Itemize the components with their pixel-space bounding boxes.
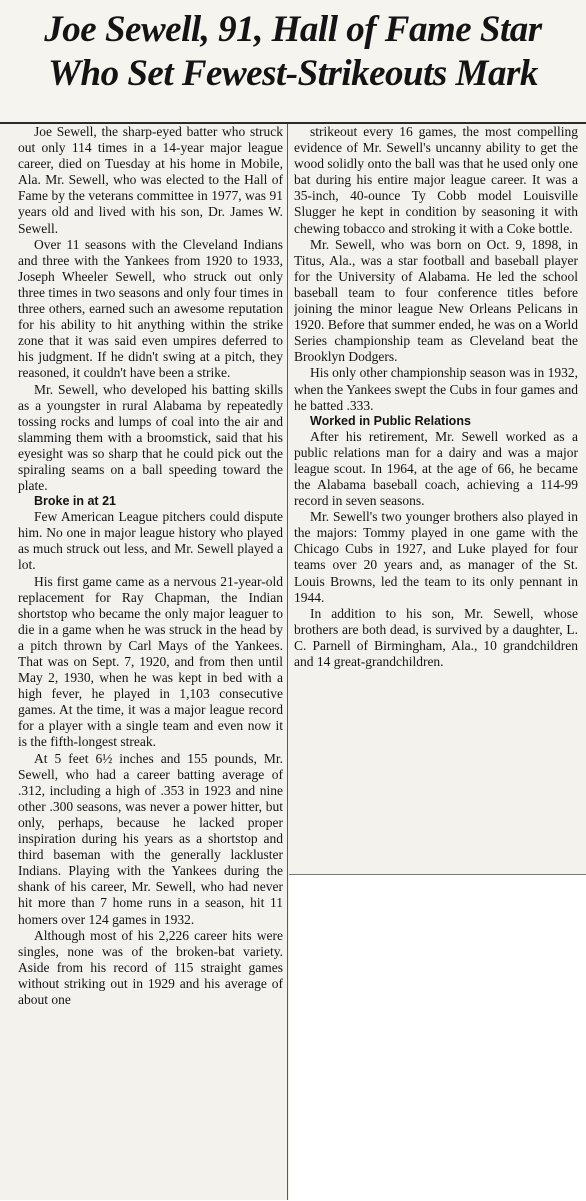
subheading-public-relations: Worked in Public Relations	[310, 413, 471, 428]
paragraph: Mr. Sewell, who was born on Oct. 9, 1898, in Titus, Ala., was a star football and baseball player for the University of Alabama. He led the school baseball team to four conference titles before joining the minor league New Orleans Pelicans in 1920. Before that summer ended, he was on a World Series championship team as Cleveland beat the Brooklyn Dodgers.	[294, 236, 578, 365]
paragraph: Mr. Sewell's two younger brothers also played in the majors: Tommy played in one game with the Chicago Cubs in 1927, and Luke played for four teams over 20 years and, as manager of the St. Louis Browns, led the team to its only pennant in 1944.	[294, 509, 578, 605]
paragraph: At 5 feet 6½ inches and 155 pounds, Mr. Sewell, who had a career batting average of .312, including a high of .353 in 1923 and nine other .300 seasons, was never a power hitter, but only, perhaps, because he lacked proper inspiration during his years as a shortstop and third baseman with the generally lackluster Indians. Playing with the Yankees during the shank of his career, Mr. Sewell, who had never hit more than 7 home runs in a season, hit 11 homers over 124 games in 1932.	[18, 750, 283, 927]
column-divider	[287, 124, 288, 1200]
headline-line-1: Joe Sewell, 91, Hall of Fame Star	[44, 9, 542, 50]
blank-area	[289, 874, 586, 1201]
article-column-right	[294, 124, 578, 872]
paragraph: Mr. Sewell, who developed his batting skills as a youngster in rural Alabama by repeatedly tossing rocks and lumps of coal into the air and slamming them with a broomstick, said that his eyesight was so sharp that he could pick out the spiraling seams on a ball speeding toward the plate.	[18, 381, 283, 494]
headline-block	[0, 0, 586, 124]
paragraph: Over 11 seasons with the Cleveland Indians and three with the Yankees from 1920 to 1933, Joseph Wheeler Sewell, who struck out only three times in two seasons and only four times in three others, earned such an awesome reputation for his ability to hit anything within the strike zone that it was said even umpires deferred to his judgment. If he didn't swing at a pitch, they reasoned, it couldn't have been a strike.	[18, 236, 283, 381]
paragraph: Although most of his 2,226 career hits were singles, none was of the broken-bat variety. Aside from his record of 115 straight games without striking out in 1929 and his average of about one	[18, 927, 283, 1007]
paragraph: Few American League pitchers could dispute him. No one in major league history who played as much struck out less, and Mr. Sewell played a lot.	[18, 509, 283, 573]
paragraph: In addition to his son, Mr. Sewell, whose brothers are both dead, is survived by a daughter, L. C. Parnell of Birmingham, Ala., 10 grandchildren and 14 great-grandchildren.	[294, 605, 578, 669]
paragraph: His only other championship season was in 1932, when the Yankees swept the Cubs in four games and he batted .333.	[294, 365, 578, 413]
paragraph: strikeout every 16 games, the most compelling evidence of Mr. Sewell's uncanny ability to get the wood solidly onto the ball was that he used only one bat during his entire major league career. It was a 35-inch, 40-ounce Ty Cobb model Louisville Slugger he kept in condition by seasoning it with chewing tobacco and stroking it with a Coke bottle.	[294, 124, 578, 236]
subheading-broke-in: Broke in at 21	[34, 494, 116, 509]
paragraph: After his retirement, Mr. Sewell worked as a public relations man for a dairy and was a major league scout. In 1964, at the age of 66, he became the Alabama baseball coach, achieving a 114-99 record in seven seasons.	[294, 428, 578, 509]
paragraph: His first game came as a nervous 21-year-old replacement for Ray Chapman, the Indian shortstop who became the only major leaguer to die in a game when he was struck in the head by a pitch thrown by Carl Mays of the Yankees. That was on Sept. 7, 1920, and from then until May 2, 1930, when he was kept in bed with a high fever, he played in 1,103 consecutive games. At the time, it was a major league record for a player with a single team and even now it is the fifth-longest streak.	[18, 573, 283, 750]
headline-line-2: Who Set Fewest-Strikeouts Mark	[48, 53, 538, 94]
article-column-left	[18, 124, 283, 1200]
paragraph: Joe Sewell, the sharp-eyed batter who struck out only 114 times in a 14-year major league career, died on Tuesday at his home in Mobile, Ala. Mr. Sewell, who was elected to the Hall of Fame by the veterans committee in 1977, was 91 years old and lived with his son, Dr. James W. Sewell.	[18, 124, 283, 236]
